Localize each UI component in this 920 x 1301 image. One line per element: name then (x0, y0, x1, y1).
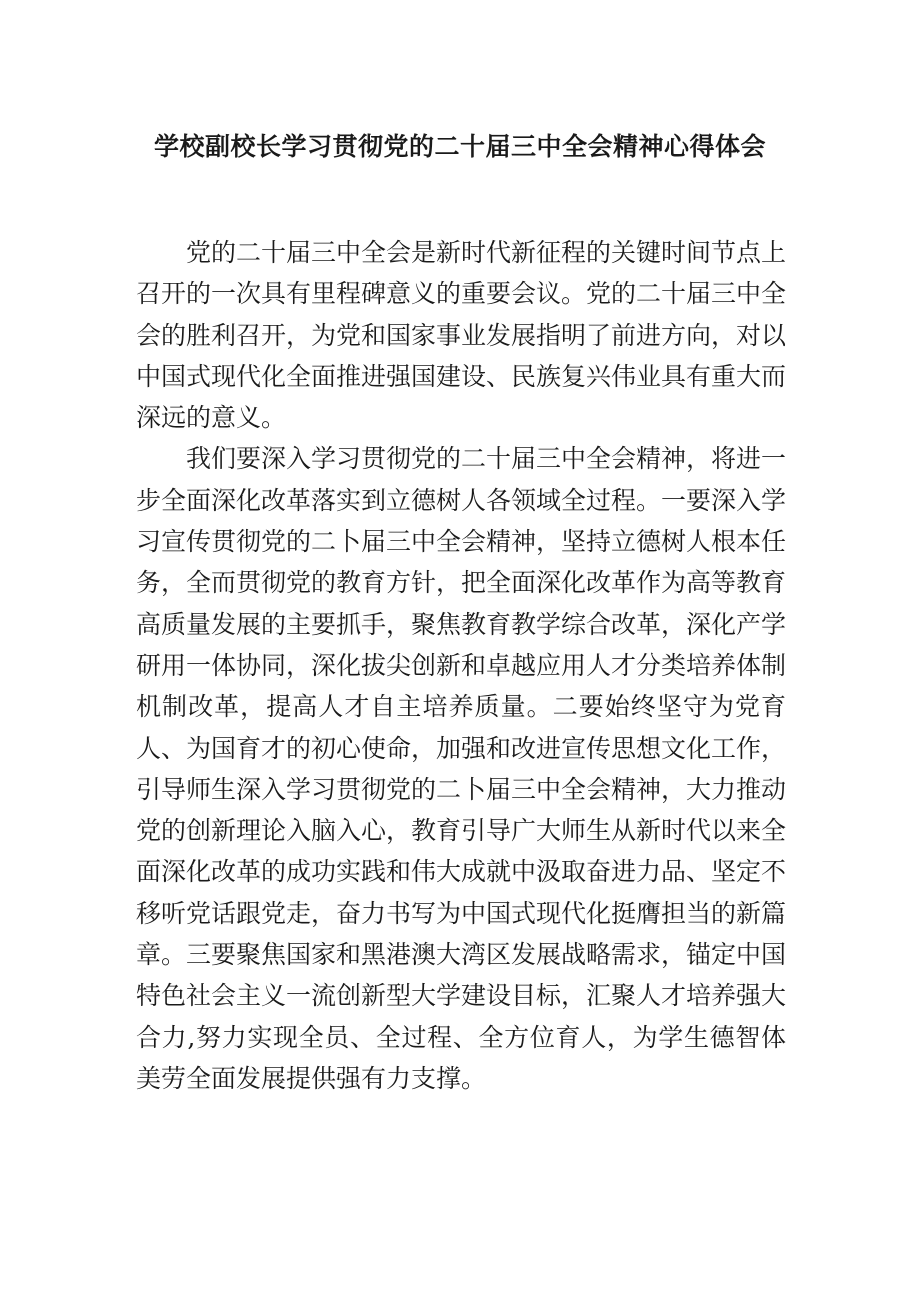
paragraph-1: 党的二十届三中全会是新时代新征程的关键时间节点上召开的一次具有里程碑意义的重要会议。党的二十届三中全会的胜利召开，为党和国家事业发展指明了前进方向，对以中国式现代化全面推进强国建设、民族复兴伟业具有重大而深远的意义。 (136, 238, 787, 433)
paragraph-2: 我们要深入学习贯彻党的二十届三中全会精神，将进一步全面深化改革落实到立德树人各领域全过程。一要深入学习宣传贯彻党的二卜届三中全会精神，坚持立德树人根本任务，全而贯彻党的教育方针，把全面深化改革作为高等教育高质量发展的主要抓手，聚焦教育教学综合改革，深化产学研用一体协同，深化拔尖创新和卓越应用人才分类培养体制机制改革，提高人才自主培养质量。二要始终坚守为党育人、为国育才的初心使命，加强和改进宣传思想文化工作，引导师生深入学习贯彻党的二卜届三中全会精神，大力推动党的创新理论入脑入心，教育引导广大师生从新时代以来全面深化改革的成功实践和伟大成就中汲取奋进力品、坚定不移听党话跟党走，奋力书写为中国式现代化挺膺担当的新篇章。三要聚焦国家和黑港澳大湾区发展战略需求，锚定中国特色社会主义一流创新型大学建设目标，汇聚人才培养强大合力,努力实现全员、全过程、全方位育人，为学生德智体美劳全面发展提供强有力支撑。 (136, 444, 787, 1093)
document-body (136, 232, 786, 1099)
document-title: 学校副校长学习贯彻党的二十届三中全会精神心得体会 (153, 131, 766, 161)
